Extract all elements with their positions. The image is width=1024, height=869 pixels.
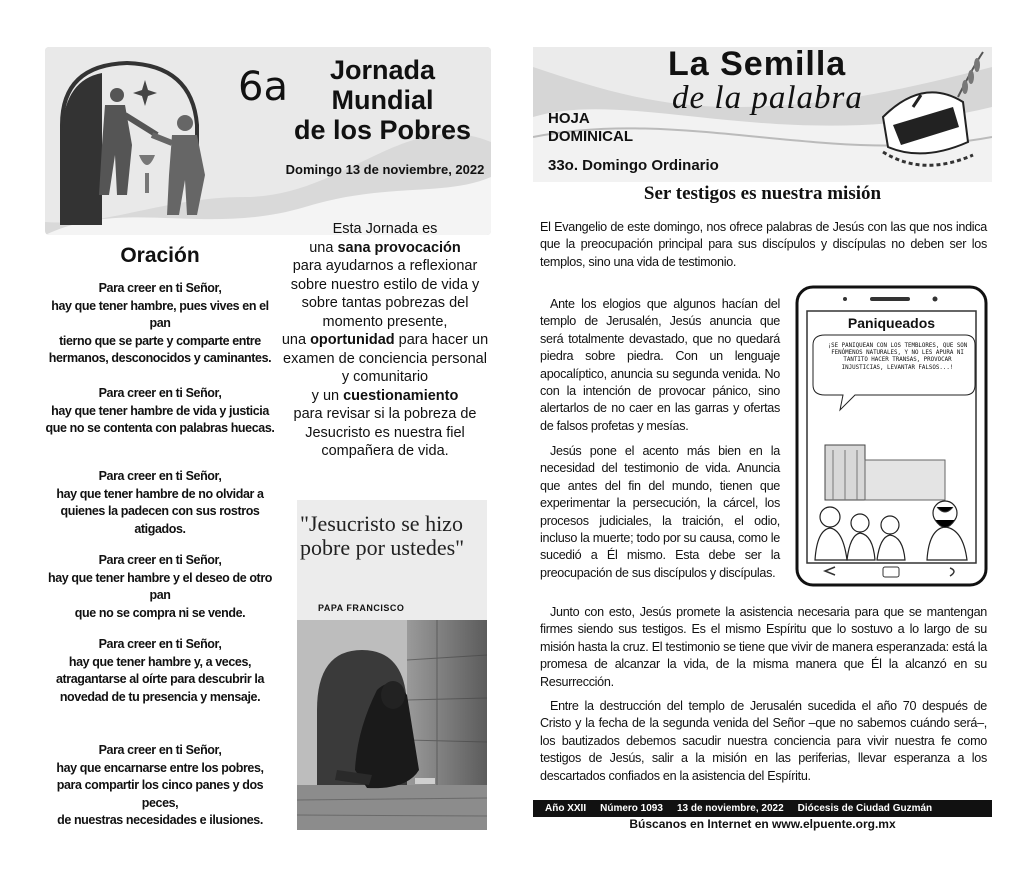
prayer-stanza — [45, 468, 275, 538]
prayer-line: tierno que se parte y comparte entre — [59, 333, 261, 348]
prayer-line: que no se contenta con palabras huecas. — [45, 421, 275, 435]
prayer-line: novedad de tu presencia y mensaje. — [59, 689, 261, 704]
prayer-line: hay que tener hambre y el deseo de otro pan — [47, 570, 273, 602]
prayer-line: hay que tener hambre y, a veces, — [68, 654, 252, 669]
hoja-dominical-label — [548, 110, 633, 146]
prayer-stanza — [45, 552, 275, 622]
highlight-cuestionamiento: cuestionamiento — [343, 387, 459, 404]
article-title: Ser testigos es nuestra misión — [643, 183, 882, 204]
pope-quote: "Jesucristo se hizo pobre por ustedes" — [300, 511, 465, 560]
prayer-line: Para creer en ti Señor, — [98, 553, 222, 567]
liturgical-sunday: 33o. Domingo Ordinario — [548, 157, 719, 174]
intro-line: para ayudarnos a reflexionar sobre nuestro estilo de vida y sobre tantas pobrezas del momento presente, — [290, 258, 480, 330]
prayer-line: Para creer en ti Señor, — [98, 469, 222, 483]
prayer-line: Para creer en ti Señor, — [98, 386, 222, 400]
issue-footer — [533, 800, 992, 817]
prayer-stanza — [45, 385, 275, 438]
prayer-line: para compartir los cinco panes y dos peces, — [56, 778, 264, 810]
oracion-heading: Oración — [120, 244, 200, 267]
article-paragraph: Ante los elogios que algunos hacían del templo de Jerusalén, Jesús anuncia que será totalmente devastado, que no quedará piedra sobre piedra. Con un lenguaje apocalíptico, anuncia su segunda venida. No con la intención de provocar pánico, sino alertarlos de no caer en las garras y ofertas de falsos profetas y mesías. — [540, 297, 780, 433]
prayer-line: quienes la padecen con sus rostros atigados. — [60, 504, 260, 536]
cartoon-phone — [795, 285, 988, 587]
highlight-provocacion: sana provocación — [337, 239, 461, 256]
highlight-oportunidad: oportunidad — [310, 332, 395, 348]
prayer-line: Para creer en ti Señor, — [98, 743, 222, 757]
prayer-line: hay que tener hambre de vida y justicia — [51, 403, 269, 418]
website-line[interactable]: Búscanos en Internet en www.elpuente.org.mx — [629, 817, 896, 831]
cartoon-title: Paniqueados — [847, 315, 936, 331]
article-paragraph: El Evangelio de este domingo, nos ofrece palabras de Jesús con las que nos indica que la preocupación principal para sus discípulos y discípulas no deben ser los templos, sino una vida de testimonio. — [540, 220, 987, 269]
prayer-stanza — [45, 636, 275, 706]
beggar-photo — [297, 620, 487, 830]
prayer-line: atragantarse al oírte para descubrir la — [55, 672, 265, 686]
article-paragraph: Junto con esto, Jesús promete la asistencia necesaria para que se mantengan firmes siendo sus testigos. Es el mismo Espíritu que lo sostuvo a lo largo de su misión hasta la cruz. El testimonio se tiene que vivir de manera esperanzada: está la promesa de alcanzar la vida, de la misma manera que Él la alcanzó en su Resurrección. — [540, 605, 988, 689]
prayer-line: hermanos, desconocidos y caminantes. — [48, 351, 272, 365]
quote-author: PAPA FRANCISCO — [318, 603, 405, 613]
intro-line: una oportunidad para hacer un examen de conciencia personal y comunitario — [281, 332, 489, 385]
jornada-title — [280, 55, 485, 145]
jornada-number: 6a — [238, 64, 288, 110]
intro-line: y un cuestionamiento — [311, 387, 459, 404]
issue-year: Año XXII — [545, 803, 587, 814]
article-paragraph: Entre la destrucción del templo de Jerusalén sucedida el año 70 después de Cristo y la fecha de la segunda venida del Señor –que no sabemos cuándo será–, los bautizados debemos sacudir nuestra conciencia para vivir nuestra fe como testigos de Jesús, salir a la misión en las periferias, llevar esperanza a los descartados confiados en la asistencia del Espíritu. — [540, 699, 987, 783]
newsletter-subtitle: de la palabra — [672, 80, 863, 116]
newsletter-title: La Semilla — [668, 45, 847, 83]
prayer-line: de nuestras necesidades e ilusiones. — [57, 813, 263, 827]
jornada-title-line: Mundial — [331, 85, 434, 115]
article-paragraph: Jesús pone el acento más bien en la necesidad del testimonio de vida. Anuncia que antes del fin del mundo, tienen que experimentar la persecución, la cárcel, los procesos judiciales, la traición, el odio, incluso la muerte; todo por su causa, como le sucedió a Él mismo. Esta debe ser la preocupación de sus discípulos y discípulas. — [540, 444, 780, 580]
jornada-intro — [280, 220, 490, 461]
prayer-stanza — [45, 280, 275, 368]
intro-line: una sana provocación — [309, 239, 461, 256]
jornada-date: Domingo 13 de noviembre, 2022 — [285, 162, 485, 177]
prayer-line: hay que tener hambre, pues vives en el pan — [51, 298, 269, 330]
issue-date: 13 de noviembre, 2022 — [676, 803, 784, 814]
hoja-line: DOMINICAL — [548, 128, 633, 145]
prayer-line: hay que encarnarse entre los pobres, — [56, 760, 264, 775]
prayer-stanza — [45, 742, 275, 830]
hoja-line: HOJA — [548, 110, 590, 127]
prayer-line: Para creer en ti Señor, — [98, 281, 222, 295]
prayer-line: hay que tener hambre de no olvidar a — [56, 486, 264, 501]
bible-wheat-logo — [863, 47, 992, 172]
jornada-title-line: Jornada — [329, 55, 436, 85]
issue-diocese: Diócesis de Ciudad Guzmán — [797, 803, 933, 814]
intro-line: Esta Jornada es — [332, 221, 438, 237]
jornada-logo — [57, 55, 247, 230]
prayer-line: que no se compra ni se vende. — [74, 605, 246, 620]
jornada-title-line: de los Pobres — [293, 115, 472, 145]
intro-line: para revisar si la pobreza de Jesucristo es nuestra fiel compañera de vida. — [293, 406, 477, 459]
prayer-line: Para creer en ti Señor, — [98, 637, 222, 651]
cartoon-speech: ¡SE PANIQUEAN CON LOS TEMBLORES, QUE SON FENÓMENOS NATURALES, Y NO LES APURA NI TANTITO HACER TRANSAS, PROVOCAR INJUSTICIAS, LEVANTAR FALSOS...! — [827, 343, 968, 371]
issue-number: Número 1093 — [600, 803, 663, 814]
